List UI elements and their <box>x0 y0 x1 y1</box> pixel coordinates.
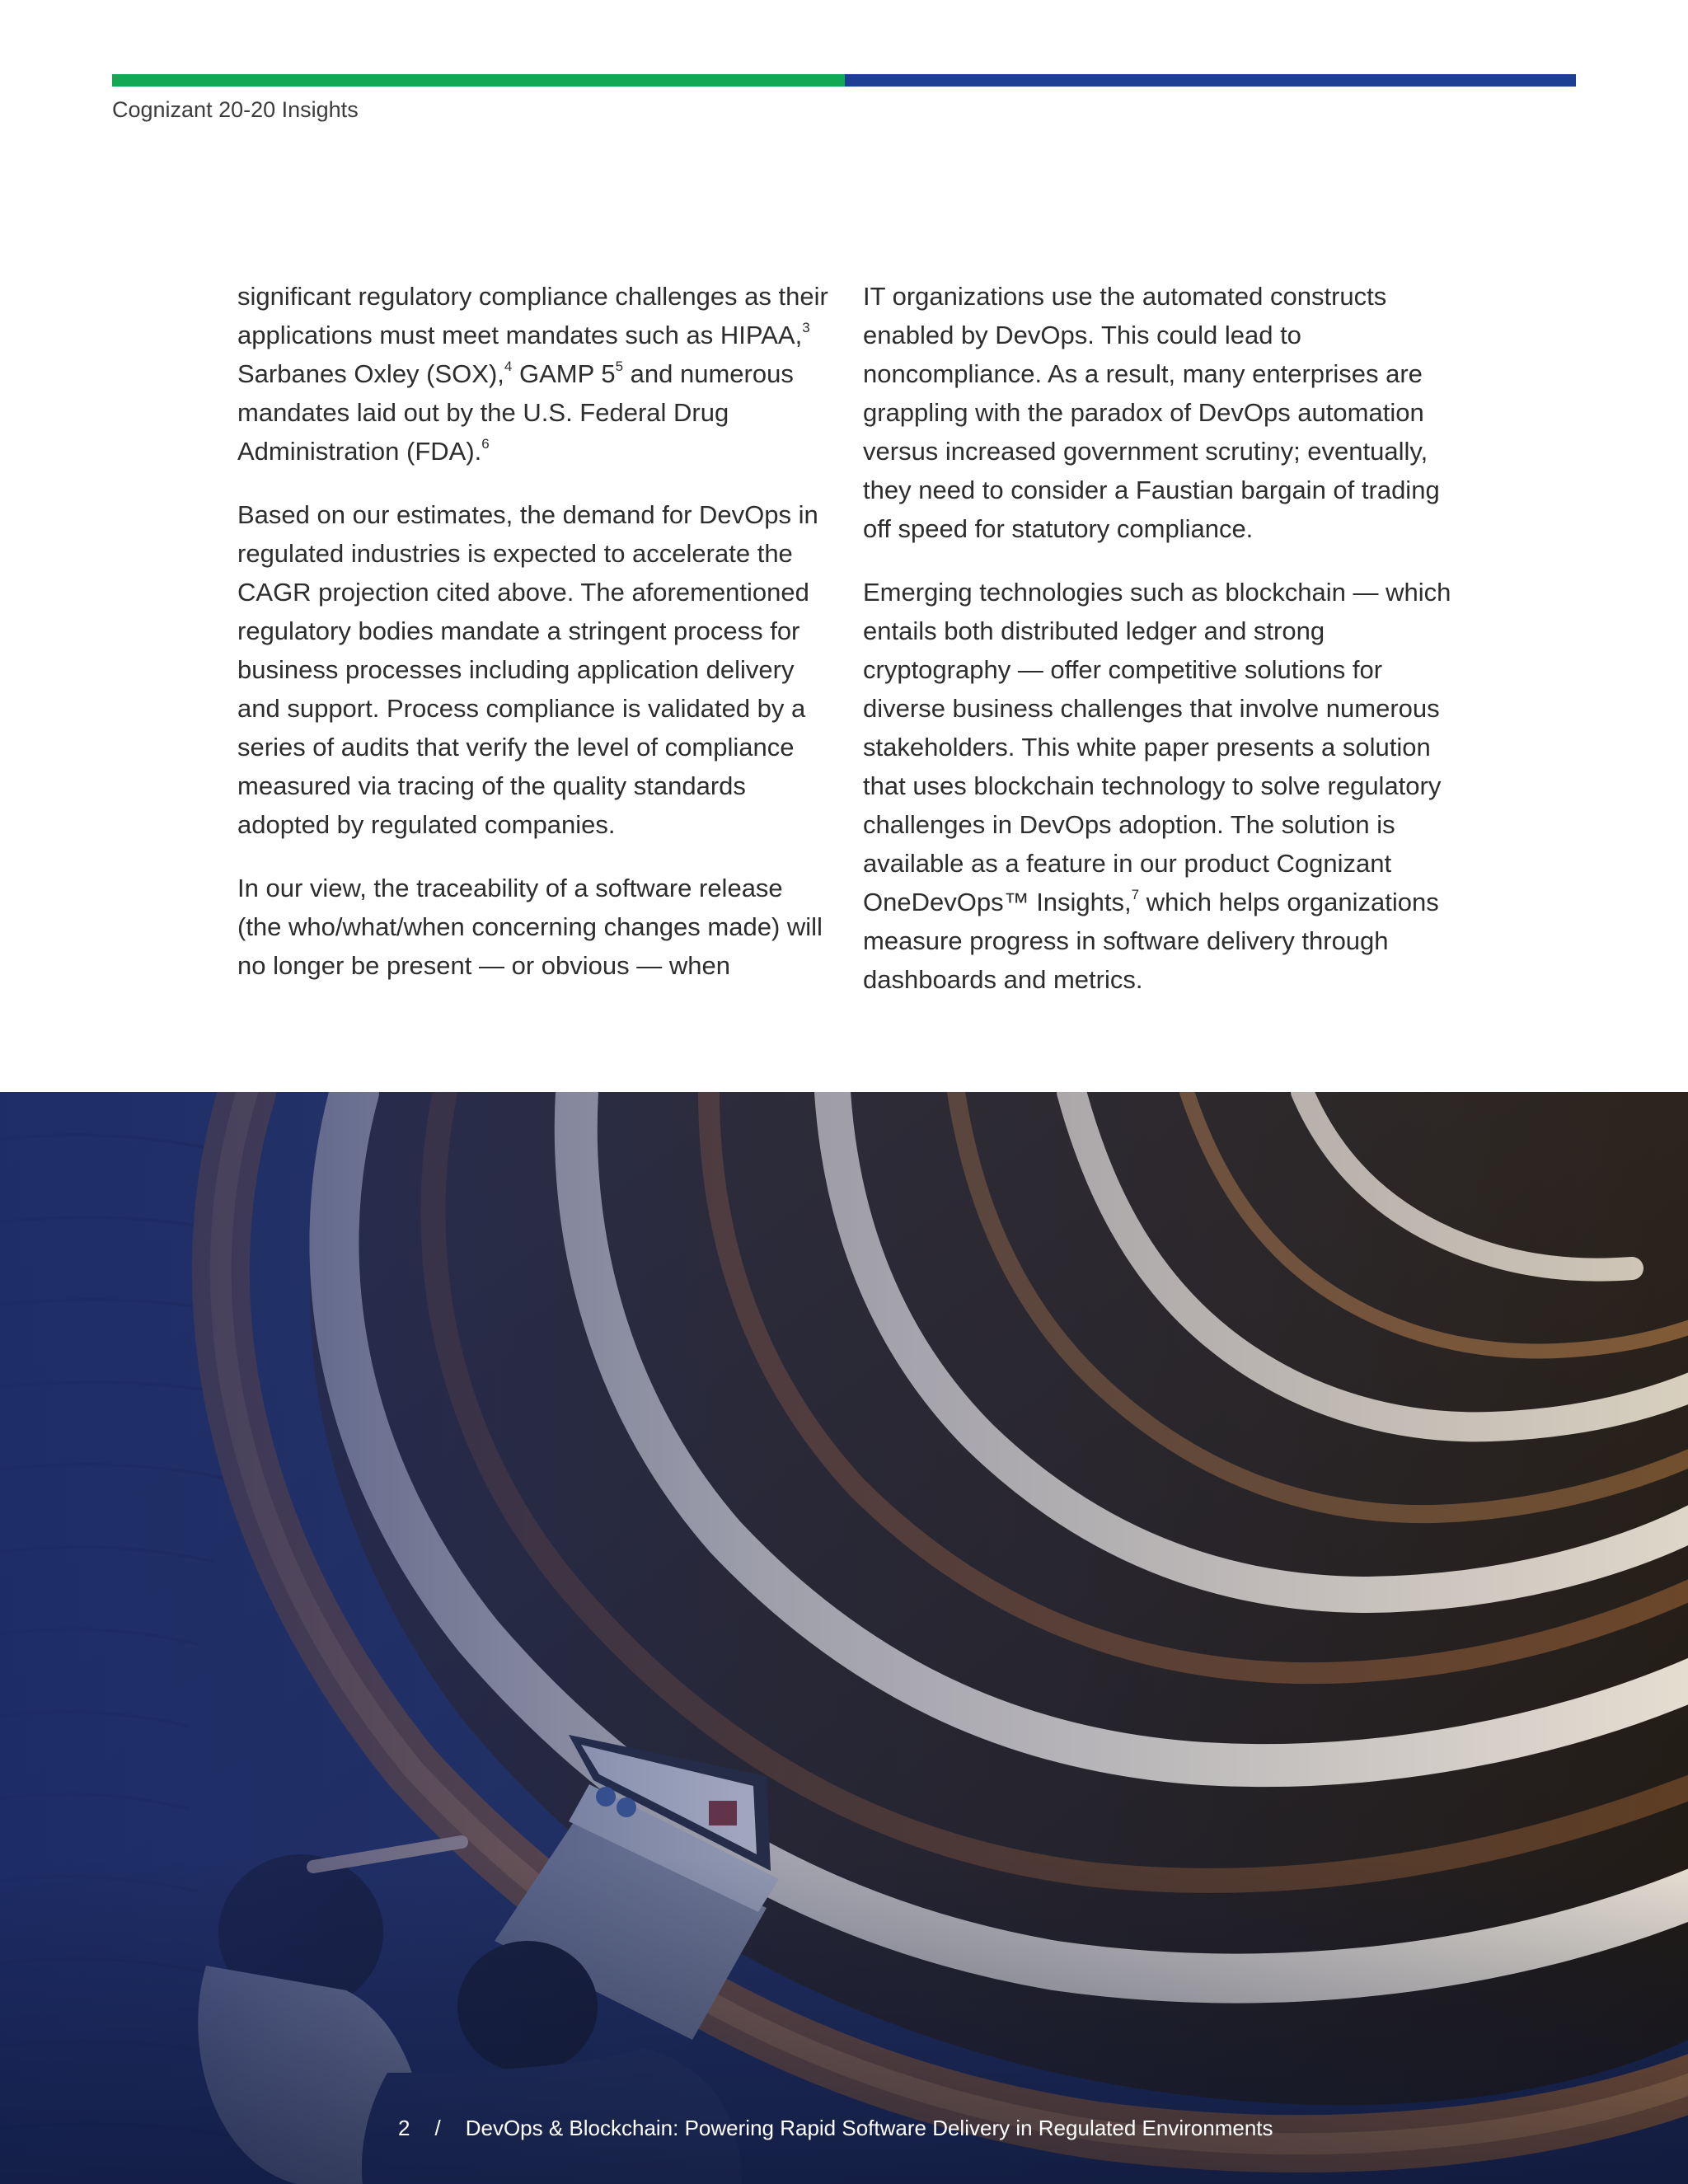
document-title: DevOps & Blockchain: Powering Rapid Software Delivery in Regulated Environments <box>465 2116 1273 2140</box>
footnote-ref-6[interactable]: 6 <box>481 436 490 452</box>
left-text-column <box>237 277 831 1010</box>
left-paragraph-1: significant regulatory compliance challenges as their applications must meet mandates such as HIPAA,$^3$ Sarbanes Oxley (SOX),$^4$ GAMP $5^5$ and numerous mandates laid out by the U.S. Federal Drug Administration (FDA).$^6$ <box>237 282 828 466</box>
footnote-ref-4[interactable]: 4 <box>504 359 513 374</box>
page-number: 2 <box>398 2116 410 2140</box>
header-blue-rule <box>845 74 1576 87</box>
header-green-rule <box>112 74 845 87</box>
right-text-column <box>863 277 1456 1024</box>
footnote-ref-5[interactable]: 5 <box>615 359 624 374</box>
right-paragraph-1: IT organizations use the automated constructs enabled by DevOps. This could lead to noncompliance. As a result, many enterprises are grappling with the paradox of DevOps automation versus increased government scrutiny; eventually, they need to consider a Faustian bargain of trading off speed for statutory compliance. <box>863 282 1440 543</box>
footnote-ref-7[interactable]: 7 <box>1131 887 1140 902</box>
left-paragraph-3: In our view, the traceability of a software release (the who/what/when concerning changes made) will no longer be present — or obvious — when <box>237 874 823 980</box>
staircase-photo <box>0 1092 1688 2184</box>
page-footer <box>398 2116 1273 2141</box>
footnote-ref-3[interactable]: 3 <box>802 320 810 335</box>
right-paragraph-2: Emerging technologies such as blockchain — which entails both distributed ledger and strong cryptography — offer competitive solutions for diverse business challenges that involve numerous stakeholders. This white paper presents a solution that uses blockchain technology to solve regulatory challenges in DevOps adoption. The solution is available as a feature in our product Cognizant OneDevOps™ Insights,$^7$ which helps organizations measure progress in software delivery through dashboards and metrics. <box>863 578 1451 994</box>
running-head: Cognizant 20-20 Insights <box>112 97 359 122</box>
left-paragraph-2: Based on our estimates, the demand for DevOps in regulated industries is expected to accelerate the CAGR projection cited above. The aforementioned regulatory bodies mandate a stringent process for business processes including application delivery and support. Process compliance is validated by a series of audits that verify the level of compliance measured via tracing of the quality standards adopted by regulated companies. <box>237 500 818 839</box>
footer-separator: / <box>434 2116 441 2140</box>
